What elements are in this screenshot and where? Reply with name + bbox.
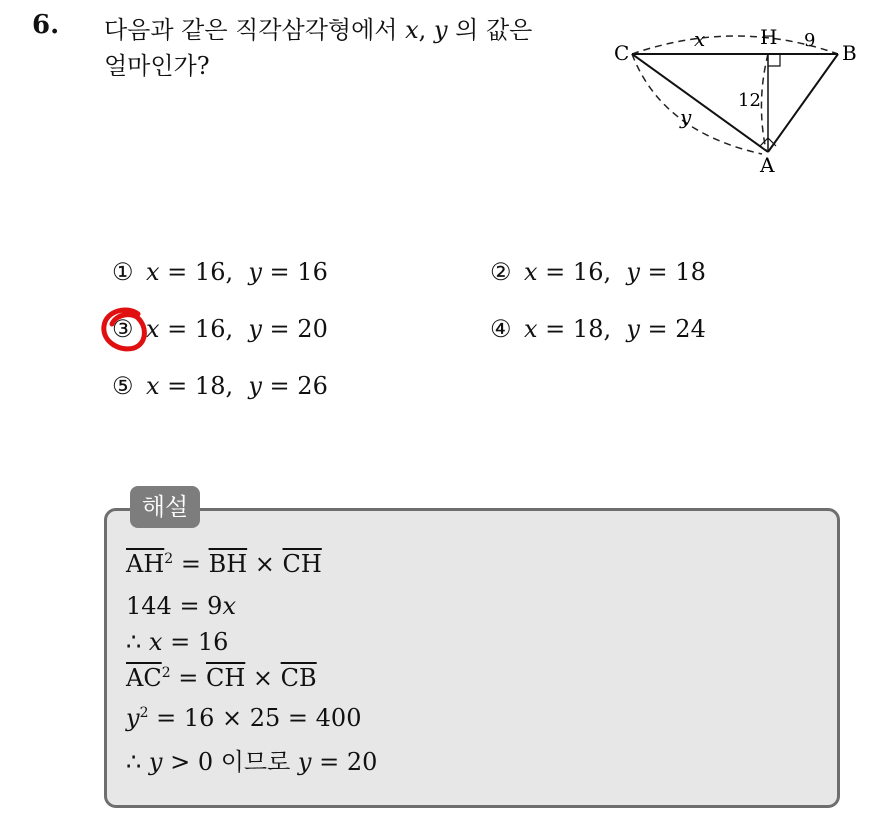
- solution-line-6: ∴ y > 0 이므로 y = 20: [126, 748, 378, 776]
- label-c: C: [614, 41, 630, 65]
- question-line-2: 얼마인가?: [104, 52, 210, 80]
- choice-1[interactable]: ① x = 16, y = 16: [112, 258, 328, 286]
- question-line1-suffix: 의 값은: [455, 16, 533, 44]
- label-x: x: [694, 27, 706, 51]
- choice-mark-1: ①: [112, 258, 134, 286]
- solution-line-3: ∴ x = 16: [126, 628, 229, 656]
- solution-line-2: 144 = 9x: [126, 592, 236, 620]
- triangle-figure: [606, 22, 866, 182]
- question-number: 6.: [32, 10, 60, 40]
- side-ab: [768, 54, 838, 152]
- label-b: B: [842, 41, 857, 65]
- label-12: 12: [738, 90, 761, 111]
- choice-5[interactable]: ⑤ x = 18, y = 26: [112, 372, 328, 400]
- label-9: 9: [804, 30, 816, 51]
- comma: ,: [418, 16, 427, 44]
- solution-line-5: $y^2 = 16 \times 25 = 400$: [126, 704, 362, 732]
- choice-mark-3: ③: [112, 315, 134, 343]
- altitude-ah-dashed: [761, 54, 768, 150]
- choice-mark-2: ②: [490, 258, 512, 286]
- choice-2[interactable]: ② x = 16, y = 18: [490, 258, 706, 286]
- solution-line-4: $\overline{AC}^2 = \overline{CH} \times \overline{CB}$: [126, 664, 317, 692]
- choice-4[interactable]: ④ x = 18, y = 24: [490, 315, 706, 343]
- solution-line-1: $\overline{AH}^2 = \overline{BH} \times \overline{CH}$: [126, 550, 322, 578]
- choice-mark-5: ⑤: [112, 372, 134, 400]
- question-line-1: [104, 12, 594, 48]
- label-a: A: [760, 153, 775, 177]
- question-text: [104, 12, 594, 84]
- var-x: x: [405, 16, 419, 44]
- right-angle-h: [768, 54, 780, 66]
- choice-3[interactable]: ③ x = 16, y = 20: [112, 315, 328, 343]
- solution-tab: 해설: [130, 486, 200, 528]
- label-h: H: [760, 25, 778, 49]
- question-line1-prefix: 다음과 같은 직각삼각형에서: [104, 16, 398, 44]
- choice-mark-4: ④: [490, 315, 512, 343]
- selected-answer-circle: [98, 306, 154, 356]
- label-y: y: [680, 105, 692, 129]
- var-y: y: [433, 16, 448, 44]
